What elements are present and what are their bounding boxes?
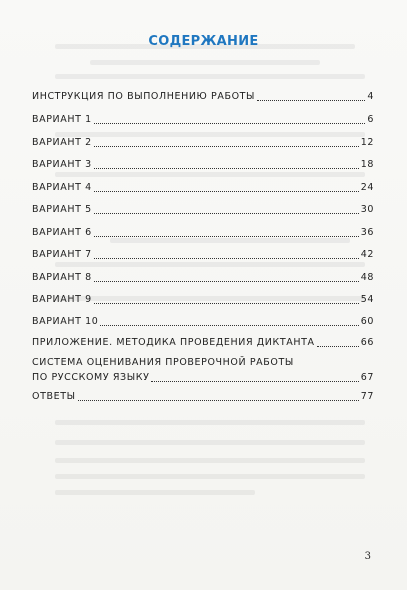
toc-entry[interactable] [32, 204, 374, 216]
toc-entry-page: 18 [360, 159, 374, 170]
toc-entry-page: 24 [360, 182, 374, 193]
toc-entry[interactable] [32, 357, 374, 384]
leader-dots [94, 280, 359, 282]
toc-entry-label: ВАРИАНТ 5 [32, 204, 92, 215]
toc-entry-page: 36 [360, 227, 374, 238]
toc-entry-page: 12 [360, 137, 374, 148]
toc-entry-page: 4 [367, 91, 374, 102]
leader-dots [94, 235, 359, 237]
leader-dots [78, 399, 359, 401]
bleed-through-line [55, 440, 365, 445]
toc-entry-label: ПРИЛОЖЕНИЕ. МЕТОДИКА ПРОВЕДЕНИЯ ДИКТАНТА [32, 337, 315, 348]
leader-dots [94, 122, 366, 124]
toc-entry[interactable] [32, 316, 374, 328]
toc-entry[interactable] [32, 272, 374, 284]
leader-dots [94, 257, 359, 259]
toc-entry[interactable] [32, 114, 374, 126]
toc-entry-page: 60 [360, 316, 374, 327]
leader-dots [94, 167, 359, 169]
toc-entry-label: ВАРИАНТ 1 [32, 114, 92, 125]
toc-entry-label: ВАРИАНТ 3 [32, 159, 92, 170]
toc-entry-page: 30 [360, 204, 374, 215]
toc-entry-label: ПО РУССКОМУ ЯЗЫКУ [32, 372, 150, 383]
toc-entry[interactable] [32, 337, 374, 349]
leader-dots [94, 190, 359, 192]
toc-entry[interactable] [32, 227, 374, 239]
toc-entry-label: ВАРИАНТ 10 [32, 316, 99, 327]
bleed-through-line [55, 490, 255, 495]
toc-entry-label: ВАРИАНТ 2 [32, 137, 92, 148]
toc-entry[interactable] [32, 391, 374, 403]
toc-entry-label: ВАРИАНТ 4 [32, 182, 92, 193]
toc-entry-label: ОТВЕТЫ [32, 391, 76, 402]
toc-entry[interactable] [32, 137, 374, 149]
leader-dots [94, 145, 359, 147]
toc-entry-page: 6 [367, 114, 374, 125]
toc-entry[interactable] [32, 249, 374, 261]
bleed-through-line [55, 172, 365, 177]
toc-entry-label: ВАРИАНТ 6 [32, 227, 92, 238]
leader-dots [100, 324, 358, 326]
toc-entry-page: 42 [360, 249, 374, 260]
toc-entry-page: 77 [360, 391, 374, 402]
toc-entry[interactable] [32, 182, 374, 194]
page-number: 3 [364, 551, 371, 562]
toc-entry-label: ИНСТРУКЦИЯ ПО ВЫПОЛНЕНИЮ РАБОТЫ [32, 91, 256, 102]
toc-entry[interactable] [32, 159, 374, 171]
toc-entry[interactable] [32, 294, 374, 306]
leader-dots [94, 302, 359, 304]
bleed-through-line [90, 60, 320, 65]
toc-entry-label-line1: СИСТЕМА ОЦЕНИВАНИЯ ПРОВЕРОЧНОЙ РАБОТЫ [32, 357, 294, 368]
toc-entry-label: ВАРИАНТ 7 [32, 249, 92, 260]
toc-entry[interactable] [32, 91, 374, 103]
leader-dots [317, 345, 359, 347]
toc-entry-page: 66 [360, 337, 374, 348]
bleed-through-line [55, 474, 365, 479]
toc-entry-page: 48 [360, 272, 374, 283]
bleed-through-line [55, 458, 365, 463]
toc-entry-label: ВАРИАНТ 9 [32, 294, 92, 305]
leader-dots [151, 380, 358, 382]
toc-entry-page: 67 [360, 372, 374, 383]
page-title: СОДЕРЖАНИЕ [148, 34, 259, 49]
leader-dots [94, 212, 359, 214]
toc-entry-page: 54 [360, 294, 374, 305]
bleed-through-line [55, 420, 365, 425]
toc-entry-label: ВАРИАНТ 8 [32, 272, 92, 283]
leader-dots [257, 99, 365, 101]
bleed-through-line [55, 74, 365, 79]
bleed-through-line [55, 262, 365, 267]
